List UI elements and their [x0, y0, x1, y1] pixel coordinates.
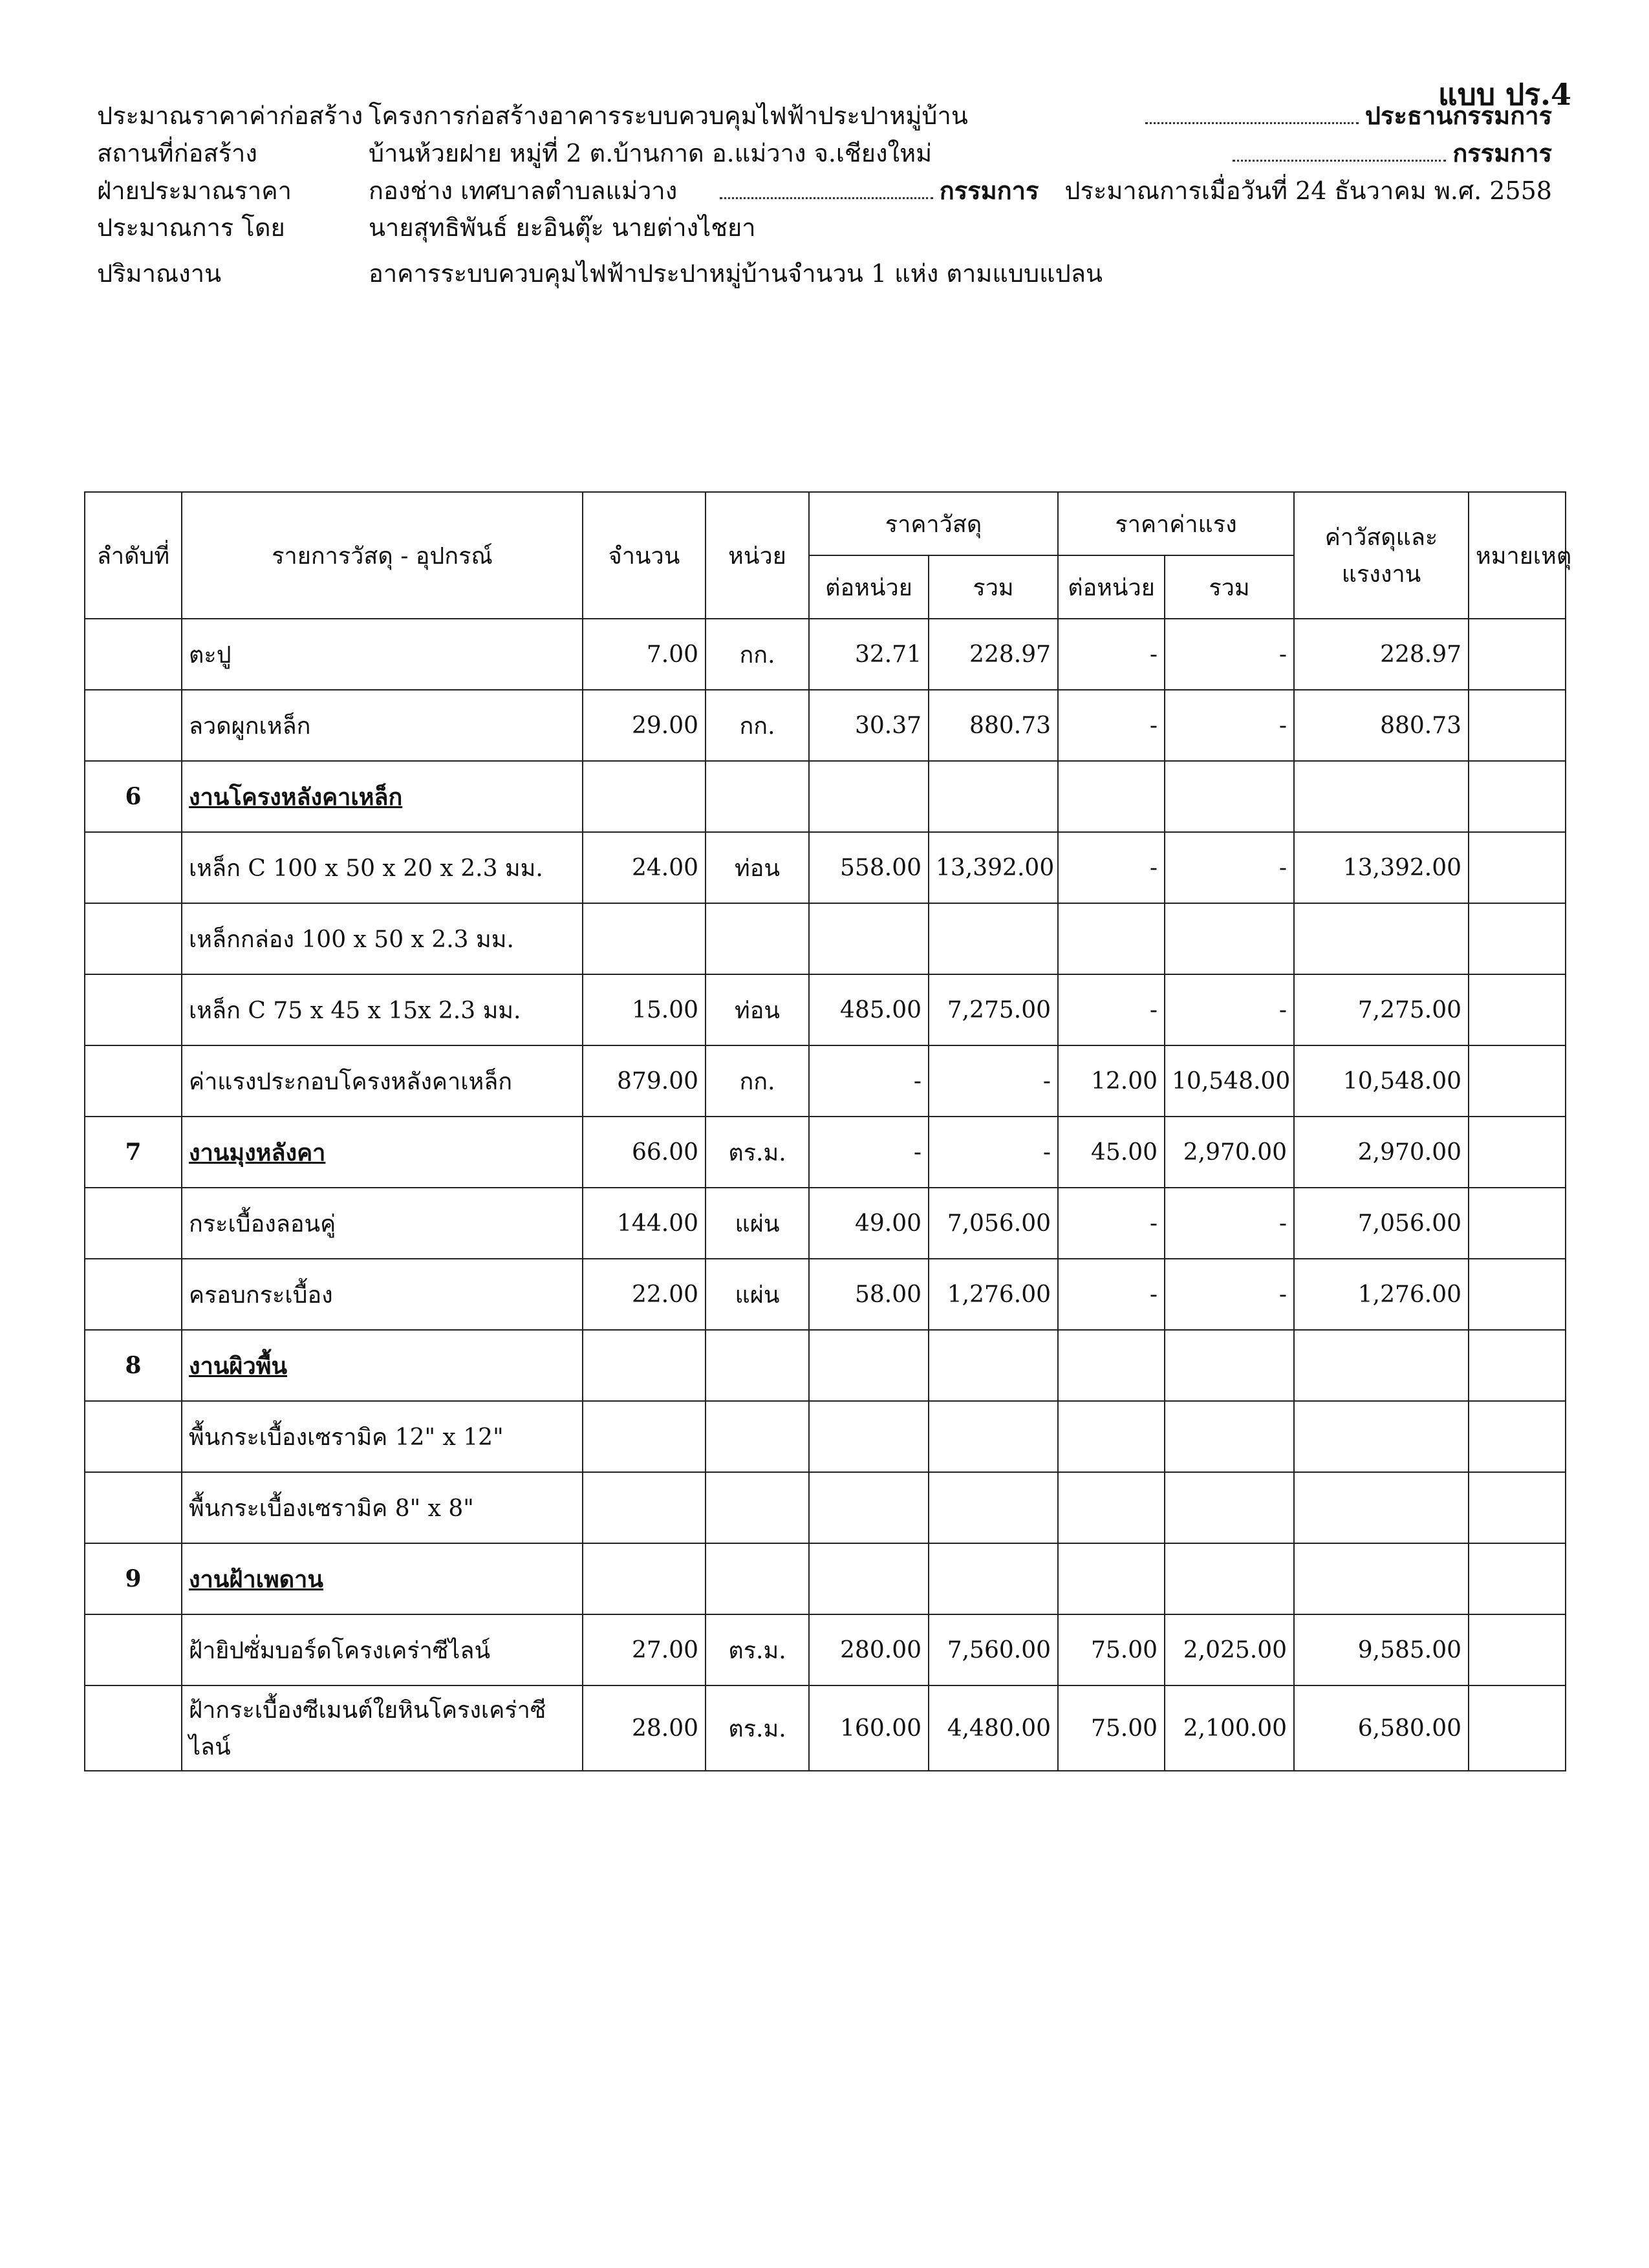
cell-material-total: 1,276.00 [929, 1259, 1058, 1330]
cell-remark [1469, 1472, 1566, 1543]
table-row [85, 1117, 1566, 1188]
cell-material-per-unit: - [809, 1045, 929, 1117]
header-block [97, 97, 1552, 292]
cell-qty: 22.00 [583, 1259, 706, 1330]
estimate-table [84, 491, 1572, 1771]
cell-material-labor: 7,275.00 [1294, 974, 1469, 1045]
cell-material-per-unit: 558.00 [809, 832, 929, 903]
cell-material-total [929, 1543, 1058, 1614]
cell-qty: 879.00 [583, 1045, 706, 1117]
header-value: โครงการก่อสร้างอาคารระบบควบคุมไฟฟ้าประปาหมู่บ้าน [369, 102, 968, 130]
cell-labor-per-unit [1058, 761, 1165, 832]
col-labor-per-unit: ต่อหน่วย [1058, 555, 1165, 619]
cell-qty: 144.00 [583, 1188, 706, 1259]
cell-material-labor [1294, 903, 1469, 974]
col-remark: หมายเหตุ [1469, 492, 1566, 619]
cell-item: งานโครงหลังคาเหล็ก [182, 761, 583, 832]
cell-labor-per-unit: - [1058, 974, 1165, 1045]
cell-material-total [929, 903, 1058, 974]
signature-title: กรรมการ [1452, 138, 1552, 167]
cell-material-per-unit [809, 1472, 929, 1543]
cell-labor-per-unit [1058, 1543, 1165, 1614]
cell-qty [583, 761, 706, 832]
header-row [97, 97, 1552, 134]
cell-remark [1469, 1401, 1566, 1472]
table-row [85, 903, 1566, 974]
cell-qty: 66.00 [583, 1117, 706, 1188]
form-code: แบบ ปร.4 [1438, 77, 1571, 112]
cell-item: ฝ้ากระเบื้องซีเมนต์ใยหินโครงเคร่าซีไลน์ [182, 1685, 583, 1771]
cell-seq [85, 1685, 182, 1771]
cell-material-per-unit: - [809, 1117, 929, 1188]
cell-labor-per-unit [1058, 903, 1165, 974]
signature-dots [1145, 122, 1359, 124]
cell-labor-total [1165, 903, 1294, 974]
cell-labor-total: - [1165, 974, 1294, 1045]
cell-labor-per-unit: - [1058, 1188, 1165, 1259]
cell-remark [1469, 974, 1566, 1045]
table-row [85, 761, 1566, 832]
cell-unit: ตร.ม. [706, 1685, 809, 1771]
cell-qty [583, 1330, 706, 1401]
cell-material-per-unit [809, 1330, 929, 1401]
cell-qty [583, 1401, 706, 1472]
cell-labor-total: 2,100.00 [1165, 1685, 1294, 1771]
cell-seq [85, 619, 182, 690]
table-row [85, 1259, 1566, 1330]
cell-remark [1469, 903, 1566, 974]
cell-unit: ตร.ม. [706, 1614, 809, 1685]
cell-unit [706, 1472, 809, 1543]
col-labor: ราคาค่าแรง [1058, 492, 1294, 555]
cell-seq [85, 1472, 182, 1543]
cell-material-labor [1294, 1330, 1469, 1401]
cell-remark [1469, 1259, 1566, 1330]
cell-material-per-unit: 485.00 [809, 974, 929, 1045]
cell-material-per-unit [809, 903, 929, 974]
cell-item: งานมุงหลังคา [182, 1117, 583, 1188]
table-header-row [85, 492, 1566, 555]
cell-item: งานผิวพื้น [182, 1330, 583, 1401]
signature-title: ประธานกรรมการ [1364, 101, 1552, 130]
col-labor-total: รวม [1165, 555, 1294, 619]
table-row [85, 1045, 1566, 1117]
header-row [97, 172, 1552, 209]
cell-material-labor [1294, 1401, 1469, 1472]
cell-labor-per-unit: - [1058, 619, 1165, 690]
cell-labor-per-unit [1058, 1472, 1165, 1543]
cell-labor-total: 2,970.00 [1165, 1117, 1294, 1188]
table-row [85, 619, 1566, 690]
header-value: นายสุทธิพันธ์ ยะอินตุ๊ะ นายต่างไชยา [369, 213, 756, 242]
cell-unit: กก. [706, 619, 809, 690]
cell-labor-total: - [1165, 1188, 1294, 1259]
cell-qty: 15.00 [583, 974, 706, 1045]
header-label: สถานที่ก่อสร้าง [97, 139, 257, 167]
cell-remark [1469, 832, 1566, 903]
table-row [85, 1330, 1566, 1401]
cell-qty: 7.00 [583, 619, 706, 690]
cell-material-total: - [929, 1117, 1058, 1188]
cell-material-total: - [929, 1045, 1058, 1117]
cell-material-labor [1294, 1543, 1469, 1614]
signature-dots [1233, 160, 1446, 162]
cell-remark [1469, 1188, 1566, 1259]
signature-dots [720, 197, 933, 199]
quantity-value: อาคารระบบควบคุมไฟฟ้าประปาหมู่บ้านจำนวน 1 แห่ง ตามแบบแปลน [369, 259, 1103, 288]
col-material: ราคาวัสดุ [809, 492, 1058, 555]
table-row [85, 1472, 1566, 1543]
cell-labor-total: 2,025.00 [1165, 1614, 1294, 1685]
col-unit: หน่วย [706, 492, 809, 619]
cell-material-total: 7,056.00 [929, 1188, 1058, 1259]
header-label: ประมาณราคาค่าก่อสร้าง [97, 102, 363, 130]
cell-labor-per-unit: 45.00 [1058, 1117, 1165, 1188]
cell-material-labor: 2,970.00 [1294, 1117, 1469, 1188]
cell-labor-per-unit: 12.00 [1058, 1045, 1165, 1117]
cell-labor-per-unit [1058, 1330, 1165, 1401]
cell-material-per-unit: 160.00 [809, 1685, 929, 1771]
cell-unit: ตร.ม. [706, 1117, 809, 1188]
cell-qty [583, 1543, 706, 1614]
cell-material-total [929, 1330, 1058, 1401]
signature-line [720, 172, 1039, 209]
cell-material-labor: 9,585.00 [1294, 1614, 1469, 1685]
cell-material-total: 7,275.00 [929, 974, 1058, 1045]
col-material-total: รวม [929, 555, 1058, 619]
cell-unit [706, 1543, 809, 1614]
table-row [85, 1188, 1566, 1259]
table-row [85, 1685, 1566, 1771]
header-row [97, 209, 1552, 246]
table-row [85, 974, 1566, 1045]
cell-item: พื้นกระเบื้องเซรามิค 8" x 8" [182, 1472, 583, 1543]
cell-material-labor [1294, 761, 1469, 832]
cell-material-labor: 880.73 [1294, 690, 1469, 761]
col-item: รายการวัสดุ - อุปกรณ์ [182, 492, 583, 619]
cell-remark [1469, 1330, 1566, 1401]
cell-remark [1469, 1685, 1566, 1771]
cell-material-labor: 6,580.00 [1294, 1685, 1469, 1771]
header-label: ประมาณการ โดย [97, 213, 285, 242]
cell-seq [85, 974, 182, 1045]
cell-unit: แผ่น [706, 1259, 809, 1330]
cell-item: ครอบกระเบื้อง [182, 1259, 583, 1330]
cell-item: กระเบื้องลอนคู่ [182, 1188, 583, 1259]
cell-labor-total [1165, 1330, 1294, 1401]
cell-item: พื้นกระเบื้องเซรามิค 12" x 12" [182, 1401, 583, 1472]
cell-item: ค่าแรงประกอบโครงหลังคาเหล็ก [182, 1045, 583, 1117]
cell-labor-total: 10,548.00 [1165, 1045, 1294, 1117]
table-row [85, 690, 1566, 761]
col-qty: จำนวน [583, 492, 706, 619]
cell-material-labor: 1,276.00 [1294, 1259, 1469, 1330]
table-row [85, 1401, 1566, 1472]
header-value: กองช่าง เทศบาลตำบลแม่วาง [369, 177, 678, 205]
cell-unit [706, 761, 809, 832]
cell-labor-total: - [1165, 1259, 1294, 1330]
cell-seq [85, 1259, 182, 1330]
cell-unit: กก. [706, 1045, 809, 1117]
cell-unit [706, 1330, 809, 1401]
cell-labor-per-unit: 75.00 [1058, 1685, 1165, 1771]
cell-item: เหล็กกล่อง 100 x 50 x 2.3 มม. [182, 903, 583, 974]
header-row [97, 134, 1552, 172]
cell-item: เหล็ก C 75 x 45 x 15x 2.3 มม. [182, 974, 583, 1045]
header-label: ฝ่ายประมาณราคา [97, 177, 292, 205]
cell-material-total: 228.97 [929, 619, 1058, 690]
cell-item: ตะปู [182, 619, 583, 690]
cell-labor-per-unit [1058, 1401, 1165, 1472]
cell-labor-total [1165, 1543, 1294, 1614]
quantity-line [97, 255, 1552, 292]
cell-material-labor [1294, 1472, 1469, 1543]
cell-remark [1469, 1543, 1566, 1614]
estimate-date: ประมาณการเมื่อวันที่ 24 ธันวาคม พ.ศ. 2558 [1064, 177, 1552, 205]
cell-material-total [929, 761, 1058, 832]
cell-material-labor: 7,056.00 [1294, 1188, 1469, 1259]
cell-seq [85, 690, 182, 761]
cell-material-labor: 13,392.00 [1294, 832, 1469, 903]
signature-line [1145, 97, 1552, 134]
cell-material-total: 13,392.00 [929, 832, 1058, 903]
cell-remark [1469, 1045, 1566, 1117]
cell-qty [583, 1472, 706, 1543]
cell-item: งานฝ้าเพดาน [182, 1543, 583, 1614]
cell-unit: ท่อน [706, 974, 809, 1045]
cell-qty: 28.00 [583, 1685, 706, 1771]
header-value: บ้านห้วยฝาย หมู่ที่ 2 ต.บ้านกาด อ.แม่วาง จ.เชียงใหม่ [369, 139, 932, 167]
cell-labor-total: - [1165, 619, 1294, 690]
cell-material-per-unit [809, 1401, 929, 1472]
cell-remark [1469, 690, 1566, 761]
cell-labor-total [1165, 761, 1294, 832]
cell-unit [706, 903, 809, 974]
cell-seq [85, 832, 182, 903]
cell-labor-per-unit: - [1058, 690, 1165, 761]
cell-seq: 8 [85, 1330, 182, 1401]
table-row [85, 1543, 1566, 1614]
cell-item: เหล็ก C 100 x 50 x 20 x 2.3 มม. [182, 832, 583, 903]
table-row [85, 1614, 1566, 1685]
cell-material-per-unit: 58.00 [809, 1259, 929, 1330]
cell-material-per-unit [809, 761, 929, 832]
cell-seq: 7 [85, 1117, 182, 1188]
signature-line [1233, 134, 1552, 172]
cell-unit: กก. [706, 690, 809, 761]
cell-unit [706, 1401, 809, 1472]
cell-labor-per-unit: 75.00 [1058, 1614, 1165, 1685]
col-material-labor: ค่าวัสดุและแรงงาน [1294, 492, 1469, 619]
cell-material-total: 4,480.00 [929, 1685, 1058, 1771]
cell-qty: 27.00 [583, 1614, 706, 1685]
cell-labor-per-unit: - [1058, 832, 1165, 903]
cell-material-per-unit: 32.71 [809, 619, 929, 690]
cell-seq: 9 [85, 1543, 182, 1614]
cell-remark [1469, 1117, 1566, 1188]
cell-qty: 24.00 [583, 832, 706, 903]
signature-title: กรรมการ [939, 176, 1039, 205]
cell-material-per-unit: 49.00 [809, 1188, 929, 1259]
cell-labor-total [1165, 1401, 1294, 1472]
cell-material-labor: 10,548.00 [1294, 1045, 1469, 1117]
col-material-per-unit: ต่อหน่วย [809, 555, 929, 619]
cell-labor-per-unit: - [1058, 1259, 1165, 1330]
cell-material-total: 7,560.00 [929, 1614, 1058, 1685]
cell-material-per-unit: 30.37 [809, 690, 929, 761]
cell-seq [85, 1614, 182, 1685]
cell-remark [1469, 761, 1566, 832]
cell-seq [85, 1401, 182, 1472]
cell-material-total: 880.73 [929, 690, 1058, 761]
cell-remark [1469, 1614, 1566, 1685]
cell-seq: 6 [85, 761, 182, 832]
cell-seq [85, 1045, 182, 1117]
cell-seq [85, 903, 182, 974]
cell-labor-total: - [1165, 690, 1294, 761]
cell-material-per-unit [809, 1543, 929, 1614]
cell-material-total [929, 1472, 1058, 1543]
cell-item: ฝ้ายิปซั่มบอร์ดโครงเคร่าซีไลน์ [182, 1614, 583, 1685]
cell-material-per-unit: 280.00 [809, 1614, 929, 1685]
cell-seq [85, 1188, 182, 1259]
cell-qty [583, 903, 706, 974]
cell-unit: ท่อน [706, 832, 809, 903]
cell-material-total [929, 1401, 1058, 1472]
table-body [85, 619, 1566, 1771]
cell-material-labor: 228.97 [1294, 619, 1469, 690]
cell-item: ลวดผูกเหล็ก [182, 690, 583, 761]
cell-labor-total: - [1165, 832, 1294, 903]
cell-unit: แผ่น [706, 1188, 809, 1259]
cell-labor-total [1165, 1472, 1294, 1543]
cell-qty: 29.00 [583, 690, 706, 761]
col-seq: ลำดับที่ [85, 492, 182, 619]
cell-remark [1469, 619, 1566, 690]
quantity-label: ปริมาณงาน [97, 259, 222, 288]
table-row [85, 832, 1566, 903]
